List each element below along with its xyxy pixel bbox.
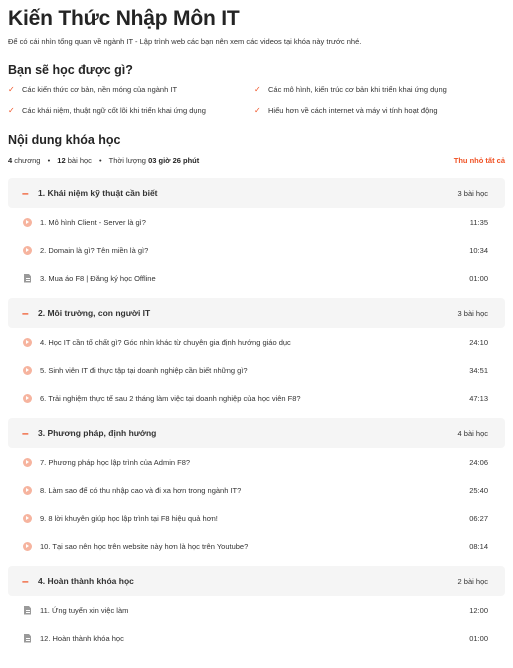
lesson-title: 3. Mua áo F8 | Đăng ký học Offline (40, 273, 156, 283)
learn-item-text: Hiểu hơn về cách internet và máy vi tính hoạt động (268, 105, 438, 115)
section-header-2[interactable] (8, 298, 505, 328)
lesson-duration: 25:40 (469, 485, 488, 495)
lesson-duration: 12:00 (469, 605, 488, 615)
play-circle-icon (23, 366, 32, 375)
minus-icon: – (22, 574, 29, 588)
lesson-duration: 47:13 (469, 393, 488, 403)
lesson-duration: 11:35 (469, 217, 488, 227)
learn-item-text: Các khái niệm, thuật ngữ cốt lõi khi triển khai ứng dụng (22, 105, 206, 115)
section-lesson-count: 3 bài học (457, 188, 488, 198)
course-title: Kiến Thức Nhập Môn IT (8, 7, 240, 30)
document-icon (24, 274, 31, 283)
section-title: 1. Khái niệm kỹ thuật cần biết (38, 188, 158, 198)
lesson-item[interactable] (8, 476, 505, 504)
lesson-title: 2. Domain là gì? Tên miền là gì? (40, 245, 149, 255)
section-title: 2. Môi trường, con người IT (38, 308, 151, 318)
course-stats (8, 156, 199, 165)
section-header-4[interactable] (8, 566, 505, 596)
minus-icon: – (22, 306, 29, 320)
lesson-item[interactable] (8, 504, 505, 532)
section-header-3[interactable] (8, 418, 505, 448)
learn-item (254, 104, 500, 116)
lesson-title: 8. Làm sao để có thu nhập cao và đi xa hơn trong ngành IT? (40, 485, 242, 495)
lesson-duration: 08:14 (469, 541, 488, 551)
lesson-duration: 24:10 (469, 337, 488, 347)
section-lesson-count: 3 bài học (457, 308, 488, 318)
check-icon: ✓ (254, 84, 261, 94)
lesson-item[interactable] (8, 624, 505, 652)
lesson-title: 1. Mô hình Client - Server là gì? (40, 217, 146, 227)
lesson-duration: 34:51 (469, 365, 488, 375)
document-icon (24, 634, 31, 643)
section-header-1[interactable] (8, 178, 505, 208)
section-lesson-count: 2 bài học (457, 576, 488, 586)
content-heading: Nội dung khóa học (8, 133, 121, 147)
learn-item (8, 83, 254, 95)
duration-label: Thời lượng (108, 155, 146, 165)
check-icon: ✓ (8, 84, 15, 94)
learn-item (8, 104, 254, 116)
collapse-all-button[interactable]: Thu nhỏ tất cả (453, 155, 505, 165)
lesson-item[interactable] (8, 264, 505, 292)
check-icon: ✓ (254, 105, 261, 115)
section-title: 3. Phương pháp, định hướng (38, 428, 157, 438)
lesson-item[interactable] (8, 596, 505, 624)
chapters-label: chương (14, 155, 41, 165)
lesson-title: 12. Hoàn thành khóa học (40, 633, 124, 643)
play-circle-icon (23, 246, 32, 255)
lesson-item[interactable] (8, 448, 505, 476)
lesson-duration: 06:27 (469, 513, 488, 523)
play-circle-icon (23, 218, 32, 227)
lesson-item[interactable] (8, 236, 505, 264)
document-icon (24, 606, 31, 615)
learn-list (8, 83, 505, 116)
lesson-item[interactable] (8, 356, 505, 384)
play-circle-icon (23, 542, 32, 551)
play-circle-icon (23, 486, 32, 495)
lesson-title: 5. Sinh viên IT đi thực tập tại doanh nghiệp cần biết những gì? (40, 365, 248, 375)
minus-icon: – (22, 426, 29, 440)
learn-item (254, 83, 500, 95)
learn-heading: Bạn sẽ học được gì? (8, 63, 133, 77)
course-meta (8, 153, 505, 167)
lesson-duration: 10:34 (469, 245, 488, 255)
lesson-item[interactable] (8, 532, 505, 560)
lesson-title: 9. 8 lời khuyên giúp học lập trình tại F8 hiệu quả hơn! (40, 513, 218, 523)
separator-dot: • (99, 155, 102, 165)
learn-item-text: Các kiến thức cơ bản, nền móng của ngành IT (22, 84, 178, 94)
lesson-title: 6. Trải nghiệm thực tế sau 2 tháng làm việc tại doanh nghiệp của học viên F8? (40, 393, 301, 403)
duration-value: 03 giờ 26 phút (148, 155, 200, 165)
play-circle-icon (23, 394, 32, 403)
lesson-duration: 24:06 (469, 457, 488, 467)
play-circle-icon (23, 458, 32, 467)
minus-icon: – (22, 186, 29, 200)
play-circle-icon (23, 338, 32, 347)
lesson-title: 4. Học IT cần tố chất gì? Góc nhìn khác từ chuyên gia định hướng giáo dục (40, 337, 291, 347)
lessons-count: 12 (57, 155, 66, 165)
chapters-count: 4 (8, 155, 13, 165)
course-description: Để có cái nhìn tổng quan về ngành IT - Lập trình web các bạn nên xem các videos tại khóa này trước nhé. (8, 37, 362, 46)
lesson-title: 11. Ứng tuyển xin việc làm (40, 605, 129, 615)
play-circle-icon (23, 514, 32, 523)
lesson-title: 10. Tại sao nên học trên website này hơn là học trên Youtube? (40, 541, 249, 551)
learn-item-text: Các mô hình, kiến trúc cơ bản khi triển khai ứng dụng (268, 84, 447, 94)
lesson-duration: 01:00 (469, 633, 488, 643)
section-lesson-count: 4 bài học (457, 428, 488, 438)
lesson-item[interactable] (8, 384, 505, 412)
lesson-item[interactable] (8, 208, 505, 236)
check-icon: ✓ (8, 105, 15, 115)
lesson-duration: 01:00 (469, 273, 488, 283)
lesson-item[interactable] (8, 328, 505, 356)
lesson-title: 7. Phương pháp học lập trình của Admin F8? (40, 457, 191, 467)
curriculum (8, 178, 505, 652)
separator-dot: • (47, 155, 51, 165)
section-title: 4. Hoàn thành khóa học (38, 576, 134, 586)
lessons-label: bài học (67, 155, 92, 165)
